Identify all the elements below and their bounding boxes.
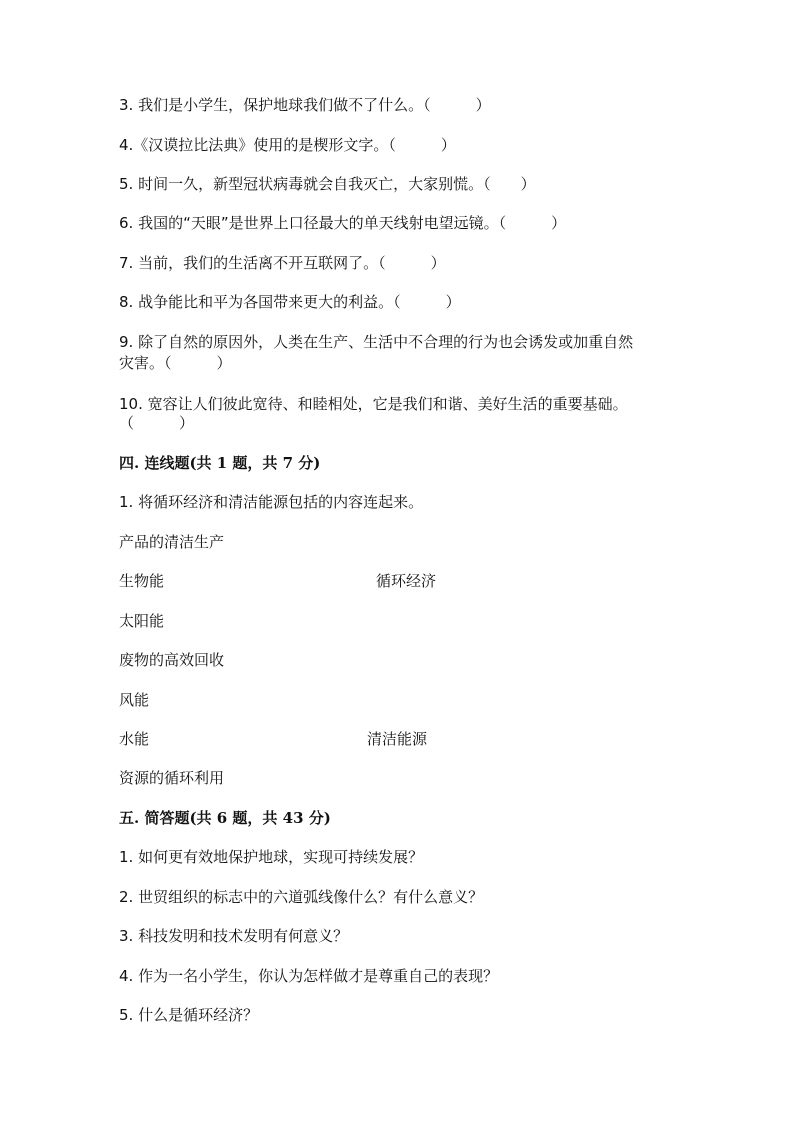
short-answer-question: 4. 作为一名小学生，你认为怎样做才是尊重自己的表现？ [119, 967, 499, 985]
short-answer-question: 5. 什么是循环经济？ [119, 1006, 259, 1024]
tf-item-10-line1: 10. 宽容让人们彼此宽待、和睦相处，它是我们和谐、美好生活的重要基础。 [119, 395, 628, 413]
matching-left-item: 产品的清洁生产 [119, 533, 225, 551]
matching-left-item: 水能 [119, 730, 150, 748]
matching-left-item: 风能 [119, 691, 150, 709]
tf-item-3: 3. 我们是小学生，保护地球我们做不了什么。（ ） [119, 96, 491, 114]
matching-right-item: 循环经济 [376, 572, 437, 590]
matching-question: 1. 将循环经济和清洁能源包括的内容连起来。 [119, 493, 424, 511]
short-answer-question: 2. 世贸组织的标志中的六道弧线像什么？有什么意义？ [119, 888, 484, 906]
tf-item-10-line2: （ ） [119, 414, 195, 432]
section-heading-matching: 四. 连线题(共 1 题，共 7 分) [119, 454, 321, 472]
matching-left-item: 太阳能 [119, 612, 165, 630]
tf-item-9-line2: 灾害。（ ） [119, 354, 232, 372]
matching-right-item: 清洁能源 [367, 730, 428, 748]
tf-item-4: 4.《汉谟拉比法典》使用的是楔形文字。（ ） [119, 136, 456, 154]
tf-item-6: 6. 我国的“天眼”是世界上口径最大的单天线射电望远镜。（ ） [119, 214, 567, 232]
tf-item-5: 5. 时间一久，新型冠状病毒就会自我灭亡，大家别慌。（ ） [119, 175, 536, 193]
section-heading-short-answer: 五. 简答题(共 6 题，共 43 分) [119, 809, 331, 827]
tf-item-9-line1: 9. 除了自然的原因外，人类在生产、生活中不合理的行为也会诱发或加重自然 [119, 333, 634, 351]
matching-left-item: 资源的循环利用 [119, 769, 225, 787]
matching-left-item: 生物能 [119, 572, 165, 590]
matching-left-item: 废物的高效回收 [119, 651, 225, 669]
tf-item-8: 8. 战争能比和平为各国带来更大的利益。（ ） [119, 293, 461, 311]
short-answer-question: 1. 如何更有效地保护地球，实现可持续发展？ [119, 848, 424, 866]
tf-item-7: 7. 当前，我们的生活离不开互联网了。（ ） [119, 254, 446, 272]
short-answer-question: 3. 科技发明和技术发明有何意义？ [119, 927, 349, 945]
